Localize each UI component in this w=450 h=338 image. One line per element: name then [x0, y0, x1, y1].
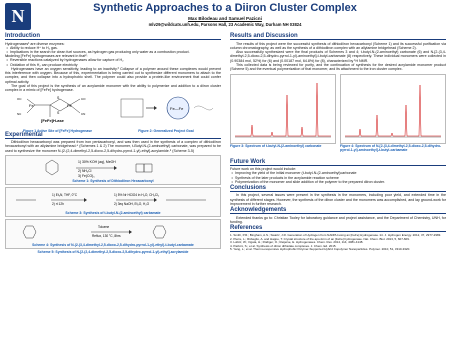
experimental-heading: Experimental: [5, 131, 221, 139]
spectrum-4-plot: [341, 75, 445, 143]
svg-text:OC: OC: [17, 96, 22, 101]
scheme-4-drawing: [6, 220, 220, 244]
scheme-3-step: 2) 3eq NaOH, Et₂O, H₂O: [114, 201, 150, 206]
results-heading: Results and Discussion: [230, 32, 446, 40]
scheme-3-step: 1) Et₃N, THF, 0°C: [52, 192, 78, 197]
unh-logo: N: [5, 3, 31, 30]
nmr-spectrum-4: [340, 74, 446, 144]
svg-text:S: S: [57, 110, 60, 115]
svg-text:Fe: Fe: [29, 102, 34, 108]
active-site-structure: [5, 95, 110, 124]
reference-item: 3. Lubitz, W.; Ogata, H.; Rüdiger, O.; Reijerse, E. Hydrogenases. Chem. Rev. 2014, 114, 4081-4148.: [230, 240, 364, 245]
reference-item: 4. Pazicni, S.; et al. Synthesis of diiron dithiolate complexes. J. Chem. Ed. 2015.: [230, 243, 337, 248]
conclusions-heading: Conclusions: [230, 184, 446, 192]
results-paragraph: This collected data is being reviewed for purity, and the continuation of synthesis for the desired acrylamide monomer product (Scheme 5) and the eventual polymerization of that monomer, and its attachment to the iron cluster complex.: [230, 62, 446, 72]
intro-bullet: • Reversible reactions catalyzed by hydrogenases allow for capture of H₂: [5, 58, 221, 62]
experimental-text: Dithiodiiron hexacarbonyl was prepared from iron pentacarbonyl, and was then used in the synthesis of a complex of dithiodiiron hexacarbonyl with an allylamine bridgehead.⁴ (Schemes 1 & 2) The monomer, t-Butyl-N-(2-aminoethyl) carbonate, was prepared to be used to synthesize the monomer N-(2-(2,4-dimethyl-2,5-dioxo-2,5-dihydro-pyrrol-1-yl)-ethyl]-acrylamide.⁵ (Scheme 3-5): [5, 140, 221, 153]
results-paragraph: The results of this project were the successful synthesis of dithiodiiron hexacarbonyl (Scheme 1) and its successful purification via column chromatography, as well as the synthesis of a dithiodiiron complex with an allylamine bridgehead (Scheme 2).: [230, 41, 446, 50]
poster-title: Synthetic Approaches to a Diiron Cluster Complex: [93, 2, 357, 14]
spectrum-3-plot: [231, 75, 335, 143]
svg-text:CN: CN: [81, 111, 86, 116]
reference-item: 1. Smith, P.R.; Bingham, A.S.; Swartz, J.R. Generation of Hydrogen from NADPH using an [FeFe] Hydrogenase. Int. J. Hydrogen Energy. 2012, 37, 2977-2983.: [230, 232, 442, 237]
intro-bullet: • Oxidation of this H₂ can produce electricity: [5, 63, 221, 67]
scheme-3-step: 1) 5% Nr HClO4 in H₂O, CH₂Cl₂: [114, 192, 160, 197]
figure-4-caption: Figure 4: Spectrum of N-[2-(3,4-dimethyl-2,5-dioxo-2,5-dihydro-pyrrol-1-yl)-aminoethyl]-t-butyl-carbamate: [340, 143, 442, 152]
scheme-5-caption: Scheme 5: Synthesis of N-[2-(2,4-dimethyl-2,5-dioxo-2,5-dihydro-pyrrol-1-yl)-ethyl]-acrylamide: [37, 249, 189, 254]
figure-1-caption: Figure 1 Active Site of [FeFe] Hydrogenase: [22, 128, 93, 133]
svg-text:S: S: [57, 95, 60, 100]
scheme-3-caption: Scheme 3: Synthesis of t-butyl-N-(2-aminoethyl) carbamate: [65, 210, 161, 215]
intro-paragraph: Hydrogenases have an oxygen sensitivity, leading to an inactivity.³ Collapse of a polymer around these complexes would prevent this interference with oxygen. Because of this, experimentation is being carried out to synthesize different monomers to attach to the complex, and then collapse into a hydrophobic shell. The polymer could also provide a protein-like environment that could confer optimal activity.: [5, 66, 221, 84]
affiliation: mlv29@wildcats.unh.edu, Parsons Hall, 23 Academic Way, Durham NH 03824: [148, 22, 302, 27]
project-goal-diagram: [116, 95, 216, 124]
ack-text: Extended thanks go to: Christian Tooley for laboratory guidance and project assistance, and the Department of Chemistry, UNH, for funding.: [230, 215, 446, 225]
figure-4: [340, 74, 446, 158]
ack-heading: Acknowledgements: [230, 206, 446, 214]
right-column: [230, 32, 446, 337]
intro-bullet: • Implications in the search for clean fuel sources, as hydrogen gas producing only water as a combustion product.: [5, 50, 221, 54]
intro-paragraph: The goal of this project is the synthesis of an acrylamide monomer with the ability to polymerize and addition to a diiron cluster complex in a mimic of [FeFe] hydrogenase.: [5, 84, 221, 93]
scheme-1-step: 3) Fe(CO)₅: [78, 173, 95, 178]
scheme-4: [5, 219, 221, 249]
scheme-1-step: 1) 30% KOH (aq), MeOH: [78, 159, 116, 164]
conclusions-text: In this project, several issues were present in the synthesis in the monomers, including poor yield, and extended time in the synthesis of different stages. However, the synthesis of the diiron cluster and the monomers was accomplished, and lay ground-work for improvement in further research.: [230, 193, 446, 207]
future-heading: Future Work: [230, 158, 446, 166]
figure-1: [5, 95, 110, 131]
figure-3-caption: Figure 3: Spectrum of t-butyl-N-(2-aminoethyl) carbonate: [230, 143, 322, 148]
figure-2: [116, 95, 216, 131]
scheme-1-step: 2) NH₄Cl: [78, 168, 92, 173]
poster-header: [0, 0, 450, 33]
authors-link[interactable]: Max Bilodeau and Samuel Pazicni: [188, 16, 262, 21]
references-heading: References: [230, 224, 446, 232]
fe-fe-label: Fe—Fe: [170, 105, 184, 111]
svg-text:NC: NC: [17, 111, 22, 116]
nmr-spectrum-3: [230, 74, 336, 144]
future-intro: Future work on this project would include:: [230, 167, 297, 172]
scheme-3: [5, 187, 221, 217]
intro-line: • Modeling [FeFe] hydrogenases are relevant in that²:: [5, 54, 221, 58]
figure-2-caption: Figure 2: Generalized Project Goal: [138, 128, 194, 133]
scheme-4-step: Reflux, 130 °C, 8hrs: [92, 233, 121, 238]
future-bullet: • Polymerization of the monomer and slide addition of the polymer to the prepared diiron cluster.: [230, 180, 446, 184]
future-bullet: • Synthesis of the later products in the acrylamide reaction scheme: [230, 176, 446, 180]
fefe-label: [FeFe]H-ase: [41, 117, 64, 123]
intro-figures: [5, 95, 221, 131]
left-column: [5, 32, 221, 337]
intro-heading: Introduction: [5, 32, 221, 40]
svg-text:Fe: Fe: [67, 102, 72, 108]
intro-text: Hydrogenases¹ are diverse enzymes:: [5, 41, 65, 46]
scheme-4-step: Toluene: [98, 224, 110, 229]
future-bullet: • Improving the yield of the initial monomer (t-butyl-N-(2-aminoethyl)carbonate: [230, 171, 446, 175]
scheme-1-caption: Scheme 1: Synthesis of Dithiodiiron Hexacarbonyl: [72, 178, 154, 183]
intro-bullet: • Ability to reduce H⁺ to H₂ gas.: [5, 46, 221, 50]
reference-item: 2. Pierre, L.; Rübeglio, A. and Happe, T. Crystal structure of the apo-form of an [FeFe] hydrogenase. Nat. Chem. Biol. 2013, 5, 607-609.: [230, 236, 410, 241]
results-figures: [230, 74, 446, 158]
scheme-1-drawing: [6, 156, 220, 180]
scheme-4-caption: Scheme 4: Synthesis of N-(2-(3,4-dimethyl-2,5-dioxo-2,5-dihydro-pyrrol-1-yl)-ethyl)-t-butyl-carbamate: [32, 242, 194, 247]
results-paragraph: Also successfully synthesized were the final products of Schemes 3 and 4; t-butyl-N-(2-aminoethyl) carbonate (6) and N-[2-(3,4-dimethyl-2,5-dioxo-2,5-dihydro-pyrrol-1-yl)-aminoethyl]-t-butyl-carbamate (8) respectively. These individual monomers were collected in (0.90384 mol, 52%) for (6) and (0.00187 mol, 64.8%) for (8), characterized by ¹H NMR.: [230, 50, 446, 63]
figure-3: [230, 74, 336, 158]
scheme-1: [5, 155, 221, 185]
reference-item: 5. Yang, L.; et al. Thermo-responsive Hydrophobic Polymer-Supported Hybrid Copolymer Nanoparticles. Polymer. 2010, 51, 3310-3320.: [230, 247, 411, 252]
scheme-3-step: 2) rt 12h: [52, 201, 64, 206]
svg-text:CO: CO: [81, 96, 86, 101]
scheme-3-drawing: [6, 188, 220, 212]
